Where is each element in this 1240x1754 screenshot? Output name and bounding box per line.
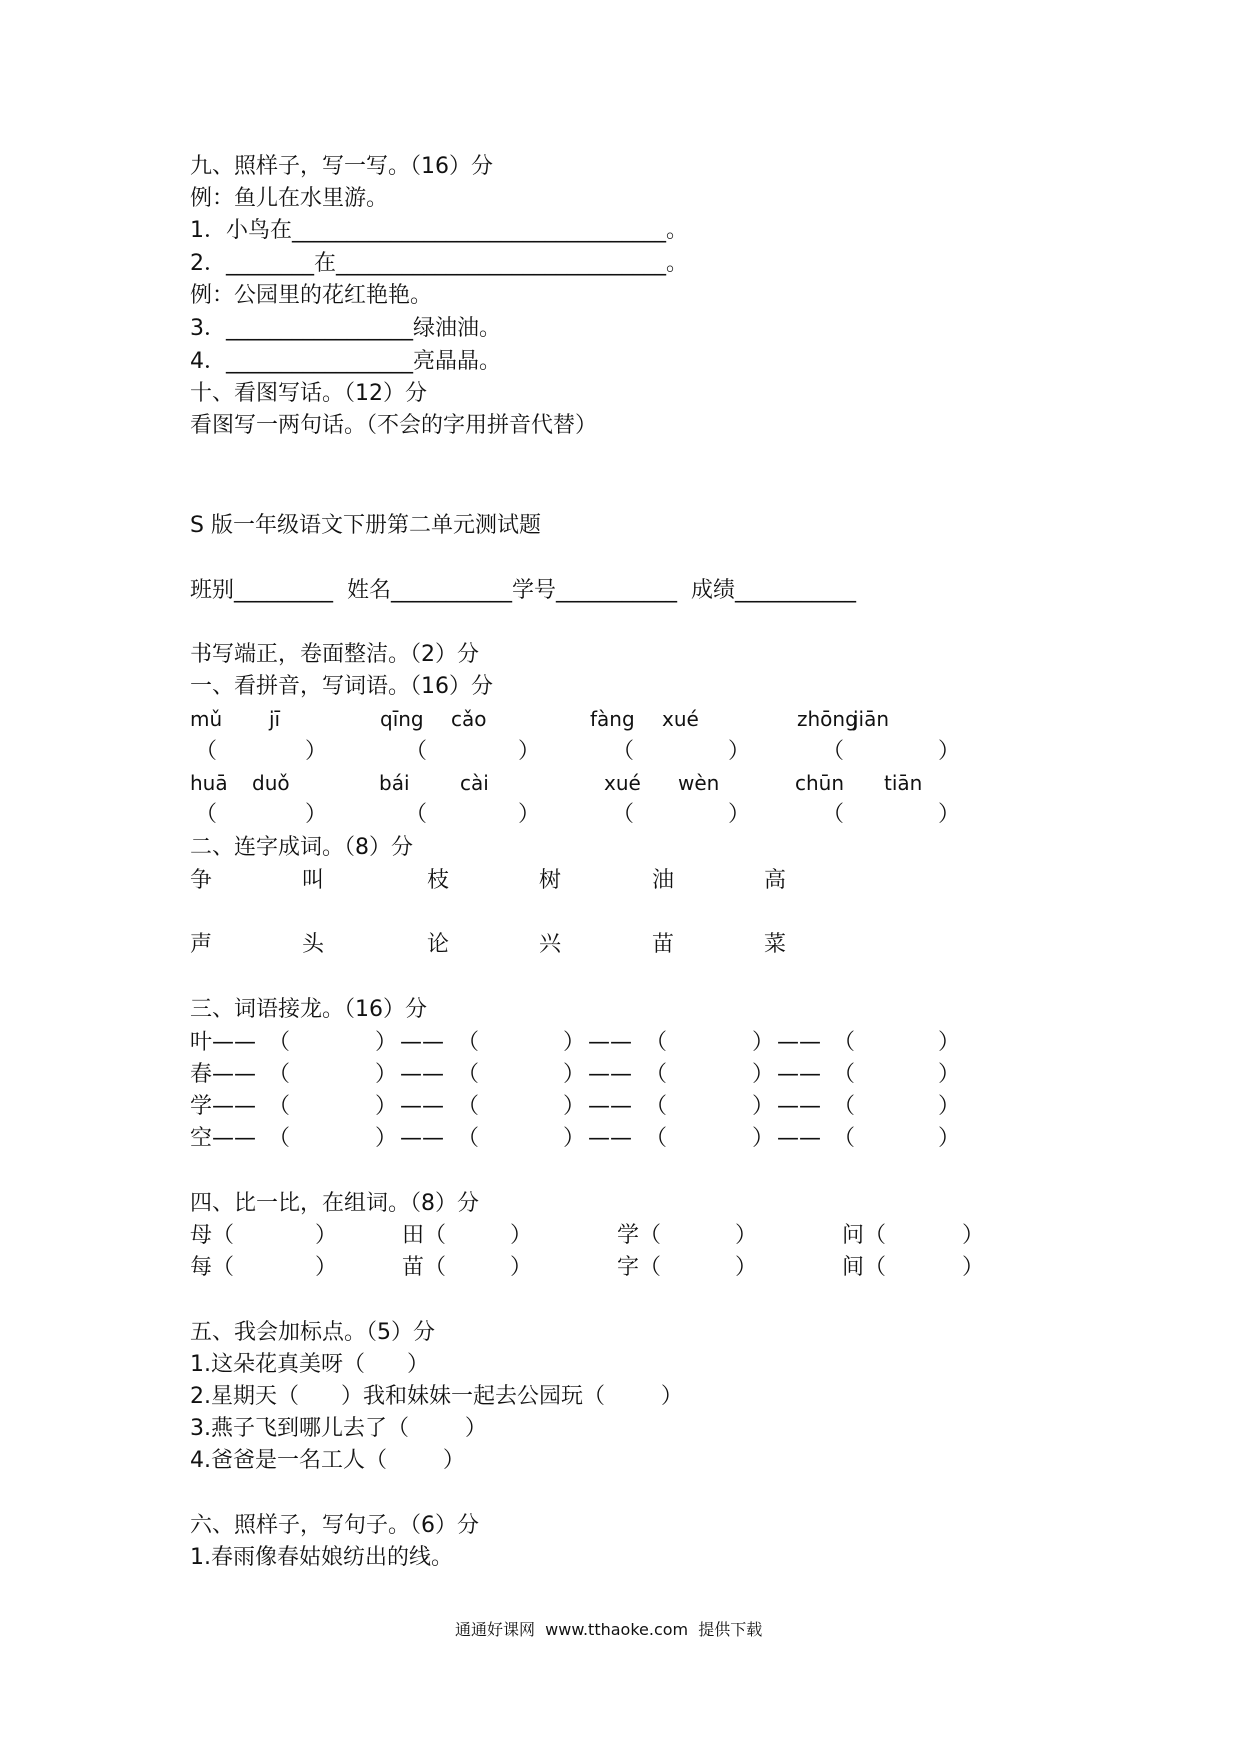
answer-paren-open: （	[424, 1255, 447, 1280]
answer-paren-open: （	[645, 1126, 668, 1151]
answer-paren-close: ）	[752, 1062, 775, 1087]
answer-paren-open: （	[833, 1062, 856, 1087]
compare-char: 母	[190, 1223, 213, 1248]
word-char: 论	[427, 932, 450, 957]
compare-char: 田	[402, 1223, 425, 1248]
word-char: 高	[764, 868, 787, 893]
q4-title: 四、比一比，在组词。（8）分	[190, 1191, 479, 1216]
answer-paren-open: （	[268, 1094, 291, 1119]
compare-char: 苗	[402, 1255, 425, 1280]
chain-dash: ——	[212, 1094, 256, 1119]
q9-title: 九、照样子，写一写。（16）分	[190, 154, 493, 179]
q2-title: 二、连字成词。（8）分	[190, 835, 413, 860]
answer-paren-close: ）	[315, 1255, 338, 1280]
q6-title: 六、照样子，写句子。（6）分	[190, 1513, 479, 1538]
answer-paren-close: ）	[375, 1094, 398, 1119]
chain-dash: ——	[400, 1126, 444, 1151]
answer-paren-open: （	[864, 1255, 887, 1280]
q6-item-1: 1.春雨像春姑娘纺出的线。	[190, 1545, 453, 1570]
chain-dash: ——	[212, 1030, 256, 1055]
answer-paren-close: ）	[510, 1255, 533, 1280]
answer-paren-close: ）	[735, 1255, 758, 1280]
answer-paren-close: ）	[938, 1126, 961, 1151]
chain-dash: ——	[400, 1062, 444, 1087]
compare-char: 字	[617, 1255, 640, 1280]
answer-paren-open: （	[457, 1126, 480, 1151]
answer-paren-open: （	[645, 1094, 668, 1119]
chain-dash: ——	[777, 1030, 821, 1055]
answer-paren-open: （	[833, 1030, 856, 1055]
answer-paren-close: ）	[938, 802, 961, 827]
test-title: S 版一年级语文下册第二单元测试题	[190, 513, 541, 538]
word-char: 菜	[764, 932, 787, 957]
answer-paren-open: （	[212, 1255, 235, 1280]
answer-paren-close: ）	[962, 1255, 985, 1280]
answer-paren-open: （	[864, 1223, 887, 1248]
chain-dash: ——	[588, 1030, 632, 1055]
answer-paren-close: ）	[752, 1030, 775, 1055]
q9-item-2: 2．________在______________________________。	[190, 251, 688, 276]
chain-dash: ——	[588, 1062, 632, 1087]
q10-instruction: 看图写一两句话。（不会的字用拼音代替）	[190, 413, 598, 438]
word-char: 苗	[652, 932, 675, 957]
answer-paren-open: （	[645, 1062, 668, 1087]
chain-dash: ——	[400, 1094, 444, 1119]
pinyin: xué	[662, 707, 699, 731]
answer-paren-open: （	[822, 739, 845, 764]
answer-paren-close: ）	[938, 739, 961, 764]
pinyin: mǔ	[190, 707, 223, 731]
answer-paren-open: （	[268, 1062, 291, 1087]
chain-start-char: 春	[190, 1062, 213, 1087]
word-char: 油	[652, 868, 675, 893]
answer-paren-close: ）	[752, 1126, 775, 1151]
pinyin: jiān	[853, 707, 890, 731]
answer-paren-close: ）	[305, 802, 328, 827]
pinyin: cài	[460, 771, 489, 795]
answer-paren-close: ）	[938, 1030, 961, 1055]
word-char: 枝	[427, 868, 450, 893]
answer-paren-open: （	[457, 1094, 480, 1119]
answer-paren-close: ）	[938, 1094, 961, 1119]
pinyin: chūn	[795, 771, 845, 795]
answer-paren-close: ）	[315, 1223, 338, 1248]
word-char: 声	[190, 932, 213, 957]
word-char: 叫	[302, 868, 325, 893]
pinyin: cǎo	[451, 707, 487, 731]
compare-char: 每	[190, 1255, 213, 1280]
compare-char: 问	[842, 1223, 865, 1248]
chain-dash: ——	[588, 1094, 632, 1119]
answer-paren-close: ）	[375, 1126, 398, 1151]
answer-paren-open: （	[833, 1126, 856, 1151]
word-char: 兴	[539, 932, 562, 957]
answer-paren-open: （	[645, 1030, 668, 1055]
pinyin: tiān	[884, 771, 923, 795]
answer-paren-close: ）	[563, 1030, 586, 1055]
q9-item-4: 4．_________________亮晶晶。	[190, 349, 501, 374]
pinyin: zhōng	[797, 707, 858, 731]
answer-paren-open: （	[457, 1030, 480, 1055]
compare-char: 间	[842, 1255, 865, 1280]
punctuation-item: 2.星期天（ ）我和妹妹一起去公园玩（ ）	[190, 1384, 683, 1409]
pinyin: bái	[379, 771, 410, 795]
word-char: 头	[302, 932, 325, 957]
chain-start-char: 叶	[190, 1030, 213, 1055]
q5-title: 五、我会加标点。（5）分	[190, 1320, 435, 1345]
chain-dash: ——	[212, 1062, 256, 1087]
answer-paren-close: ）	[938, 1062, 961, 1087]
chain-start-char: 学	[190, 1094, 213, 1119]
answer-paren-close: ）	[305, 739, 328, 764]
q3-title: 三、词语接龙。（16）分	[190, 997, 427, 1022]
q9-example-1: 例：鱼儿在水里游。	[190, 186, 389, 211]
pinyin: jī	[269, 707, 281, 731]
answer-paren-close: ）	[563, 1094, 586, 1119]
q9-item-1: 1．小鸟在__________________________________。	[190, 218, 688, 243]
chain-dash: ——	[400, 1030, 444, 1055]
answer-paren-close: ）	[518, 739, 541, 764]
punctuation-item: 3.燕子飞到哪儿去了（ ）	[190, 1416, 487, 1441]
answer-paren-open: （	[195, 802, 218, 827]
punctuation-item: 1.这朵花真美呀（ ）	[190, 1352, 429, 1377]
answer-paren-open: （	[405, 739, 428, 764]
q9-item-3: 3．_________________绿油油。	[190, 316, 501, 341]
answer-paren-close: ）	[563, 1126, 586, 1151]
answer-paren-close: ）	[518, 802, 541, 827]
answer-paren-open: （	[639, 1255, 662, 1280]
pinyin: fàng	[590, 707, 635, 731]
q10-title: 十、看图写话。（12）分	[190, 381, 427, 406]
student-info-line: 班别_________ 姓名___________学号___________ 成绩___________	[190, 578, 856, 603]
pinyin: huā	[190, 771, 228, 795]
answer-paren-close: ）	[752, 1094, 775, 1119]
pinyin: qīng	[380, 707, 424, 731]
answer-paren-open: （	[424, 1223, 447, 1248]
answer-paren-close: ）	[375, 1062, 398, 1087]
answer-paren-open: （	[457, 1062, 480, 1087]
answer-paren-close: ）	[510, 1223, 533, 1248]
word-char: 树	[539, 868, 562, 893]
answer-paren-open: （	[212, 1223, 235, 1248]
chain-dash: ——	[588, 1126, 632, 1151]
word-char: 争	[190, 868, 213, 893]
pinyin: xué	[604, 771, 641, 795]
answer-paren-open: （	[612, 802, 635, 827]
chain-start-char: 空	[190, 1126, 213, 1151]
answer-paren-open: （	[268, 1030, 291, 1055]
answer-paren-close: ）	[563, 1062, 586, 1087]
answer-paren-open: （	[195, 739, 218, 764]
pinyin: wèn	[678, 771, 720, 795]
pinyin: duǒ	[252, 771, 290, 795]
compare-char: 学	[617, 1223, 640, 1248]
answer-paren-open: （	[612, 739, 635, 764]
answer-paren-open: （	[405, 802, 428, 827]
answer-paren-open: （	[268, 1126, 291, 1151]
answer-paren-close: ）	[962, 1223, 985, 1248]
punctuation-item: 4.爸爸是一名工人（ ）	[190, 1448, 465, 1473]
chain-dash: ——	[777, 1062, 821, 1087]
q1-title: 一、看拼音，写词语。（16）分	[190, 674, 493, 699]
chain-dash: ——	[777, 1126, 821, 1151]
answer-paren-close: ）	[728, 802, 751, 827]
q9-example-2: 例：公园里的花红艳艳。	[190, 283, 433, 308]
answer-paren-open: （	[639, 1223, 662, 1248]
chain-dash: ——	[777, 1094, 821, 1119]
answer-paren-close: ）	[375, 1030, 398, 1055]
answer-paren-open: （	[833, 1094, 856, 1119]
answer-paren-close: ）	[735, 1223, 758, 1248]
footer-source: 通通好课网 www.tthaoke.com 提供下载	[455, 1620, 763, 1639]
answer-paren-close: ）	[728, 739, 751, 764]
answer-paren-open: （	[822, 802, 845, 827]
chain-dash: ——	[212, 1126, 256, 1151]
handwriting-note: 书写端正，卷面整洁。（2）分	[190, 642, 479, 667]
